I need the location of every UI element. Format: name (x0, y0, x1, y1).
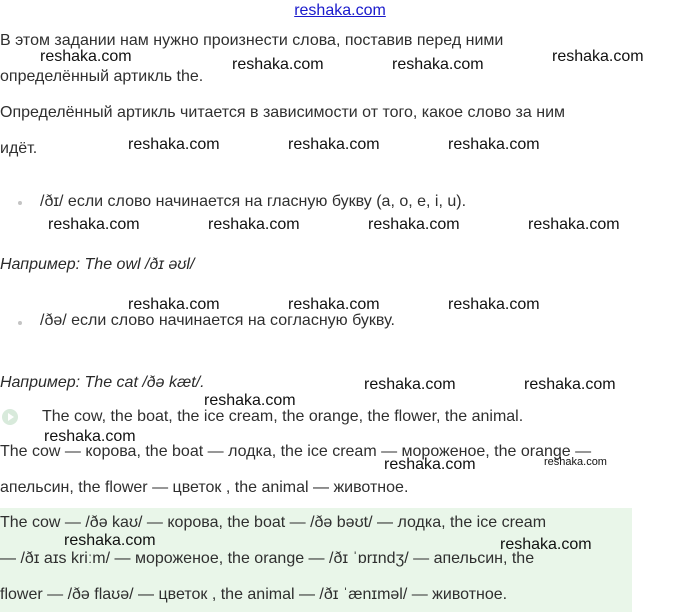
example-vowel: Например: The owl /ðɪ əʊl/ (0, 256, 195, 273)
translation-line-2: апельсин, the flower — цветок , the animal — животное. (0, 479, 409, 496)
watermark: reshaka.com (288, 296, 380, 313)
translation-line-1: The cow — корова, the boat — лодка, the ice cream — мороженое, the orange — (0, 443, 592, 460)
bullet-item-vowel: /ðɪ/ если слово начинается на гласную букву (a, o, e, i, u). (40, 193, 467, 210)
answer-line-2: — /ðɪ aɪs kriːm/ — мороженое, the orange — /ðɪ ˈɒrɪndʒ/ — апельсин, the (0, 550, 535, 567)
watermark: reshaka.com (448, 296, 540, 313)
watermark: reshaka.com (544, 456, 607, 468)
intro-line-2: определённый артикль the. (0, 68, 204, 85)
watermark: reshaka.com (64, 532, 156, 549)
bullet-dot (18, 201, 22, 205)
bullet-item-consonant: /ðə/ если слово начинается на согласную букву. (40, 312, 395, 329)
answer-line-1: The cow — /ðə kaʊ/ — корова, the boat — /ðə bəʊt/ — лодка, the ice cream (0, 514, 547, 531)
intro-line-1: В этом задании нам нужно произнести слова, поставив перед ними (0, 32, 504, 49)
watermark: reshaka.com (528, 216, 620, 233)
watermark: reshaka.com (232, 56, 324, 73)
watermark: reshaka.com (288, 136, 380, 153)
watermark: reshaka.com (368, 216, 460, 233)
site-title-link[interactable]: reshaka.com (294, 2, 386, 19)
play-icon[interactable] (2, 409, 18, 425)
watermark: reshaka.com (392, 56, 484, 73)
watermark: reshaka.com (500, 536, 592, 553)
watermark: reshaka.com (524, 376, 616, 393)
rule-line-1: Определённый артикль читается в зависимости от того, какое слово за ним (0, 104, 566, 121)
example-consonant: Например: The cat /ðə kæt/. (0, 374, 205, 391)
watermark: reshaka.com (552, 48, 644, 65)
watermark: reshaka.com (448, 136, 540, 153)
watermark: reshaka.com (128, 136, 220, 153)
watermark: reshaka.com (48, 216, 140, 233)
watermark: reshaka.com (384, 456, 476, 473)
watermark: reshaka.com (204, 392, 296, 409)
rule-line-2: идёт. (0, 140, 38, 157)
answer-line-3: flower — /ðə flaʊə/ — цветок , the animal — /ðɪ ˈænɪməl/ — животное. (0, 586, 508, 603)
watermark: reshaka.com (208, 216, 300, 233)
watermark: reshaka.com (40, 48, 132, 65)
bullet-dot (18, 321, 22, 325)
watermark: reshaka.com (128, 296, 220, 313)
watermark: reshaka.com (364, 376, 456, 393)
watermark: reshaka.com (44, 428, 136, 445)
task-sentence: The cow, the boat, the ice cream, the orange, the flower, the animal. (42, 408, 524, 425)
